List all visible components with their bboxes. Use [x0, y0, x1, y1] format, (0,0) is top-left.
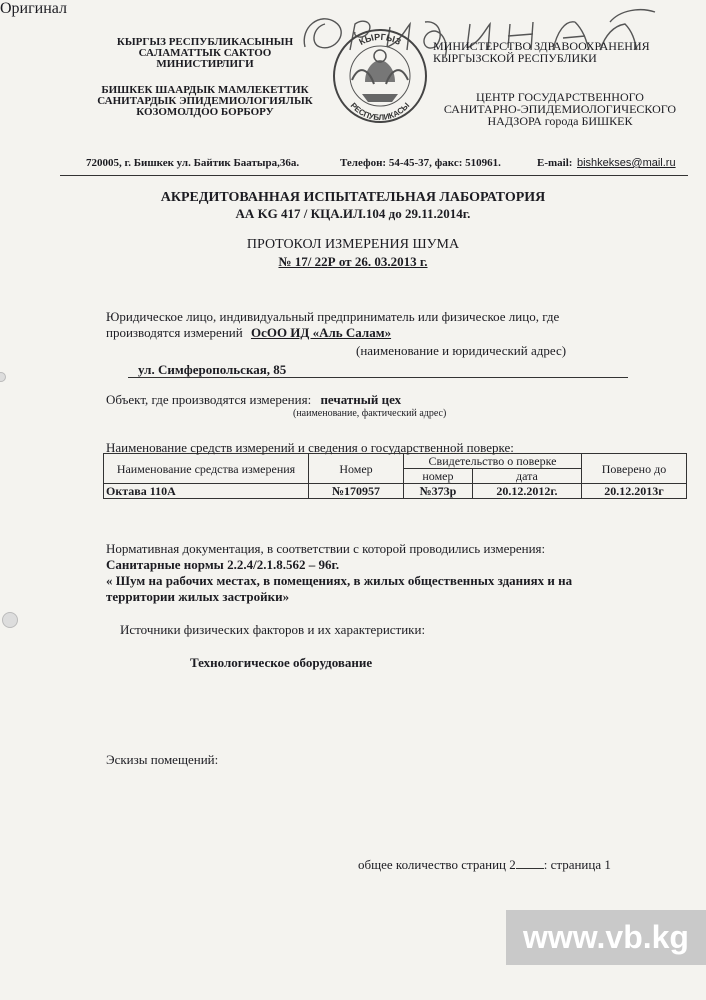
- ru-org-line1: МИНИСТЕРСТВО ЗДРАВООХРАНЕНИЯ: [433, 39, 650, 53]
- th-certificate: Свидетельство о поверке: [404, 454, 582, 469]
- th-cert-number: номер: [404, 469, 473, 484]
- cell-cert-date: 20.12.2012г.: [472, 484, 581, 499]
- entity-address: ул. Симферопольская, 85: [138, 362, 287, 377]
- header-left-center: [85, 85, 325, 118]
- contacts-email-label: E-mail:: [537, 157, 573, 169]
- lab-title: АКРЕДИТОВАННАЯ ИСПЫТАТЕЛЬНАЯ ЛАБОРАТОРИЯ: [160, 190, 546, 205]
- seal-bottom-text: РЕСПУБЛИКАСЫ: [348, 100, 412, 123]
- header-right-center: [440, 91, 680, 127]
- seal-top-text: КЫРГЫЗ: [357, 31, 403, 48]
- entity-text-line2: [106, 325, 391, 341]
- state-emblem-seal: [330, 22, 430, 130]
- page-count: [358, 857, 611, 873]
- entity-address-underline: [128, 377, 628, 378]
- th-cert-date: дата: [472, 469, 581, 484]
- ru-center-line3: НАДЗОРА города БИШКЕК: [487, 114, 633, 128]
- contacts-address: 720005, г. Бишкек ул. Байтик Баатыра,36а.: [86, 157, 300, 169]
- kg-org-line1: КЫРГЫЗ РЕСПУБЛИКАСЫНЫН: [116, 36, 294, 48]
- object-label: Объект, где производятся измерения:: [106, 392, 312, 407]
- kg-center-line2: САНИТАРДЫК ЭПИДЕМИОЛОГИЯЛЫК: [97, 95, 313, 107]
- normative-quote-line2: территории жилых застройки»: [106, 589, 290, 604]
- protocol-number: № 17/ 22Р от 26. 03.2013 г.: [278, 254, 428, 269]
- ru-org-line2: КЫРГЫЗСКОЙ РЕСПУБЛИКИ: [433, 51, 597, 65]
- punch-hole-icon: [2, 612, 18, 628]
- kg-center-line3: КОЗОМОЛДОО БОРБОРУ: [136, 106, 274, 118]
- cell-number: №170957: [309, 484, 404, 499]
- kg-org-line2: САЛАМАТТЫК САКТОО: [138, 47, 272, 59]
- contacts-phone: Телефон: 54-45-37, факс: 510961.: [340, 157, 501, 169]
- pages-total: общее количество страниц 2: [358, 857, 516, 872]
- header-divider: [60, 175, 688, 176]
- entity-name: ОсОО ИД «Аль Салам»: [250, 325, 392, 340]
- sketches-label: Эскизы помещений:: [106, 752, 219, 767]
- normative-intro: Нормативная документация, в соответствии с которой проводились измерения:: [106, 541, 546, 556]
- site-watermark: www.vb.kg: [506, 910, 706, 965]
- punch-hole-icon: [0, 372, 6, 382]
- object-value: печатный цех: [320, 392, 402, 407]
- sources-value: Технологическое оборудование: [190, 655, 373, 670]
- kg-center-line1: БИШКЕК ШААРДЫК МАМЛЕКЕТТИК: [101, 84, 309, 96]
- protocol-title: ПРОТОКОЛ ИЗМЕРЕНИЯ ШУМА: [246, 237, 460, 252]
- cell-verified-until: 20.12.2013г: [582, 484, 687, 499]
- svg-text:РЕСПУБЛИКАСЫ: [349, 101, 412, 122]
- pages-current: : страница 1: [543, 857, 611, 872]
- object-caption: (наименование, фактический адрес): [293, 408, 447, 419]
- sources-label: Источники физических факторов и их характеристики:: [120, 622, 426, 637]
- svg-text:КЫРГЫЗ: [357, 32, 403, 47]
- header-right-ministry: [433, 40, 663, 64]
- instruments-table: [103, 453, 687, 499]
- ru-center-line2: САНИТАРНО-ЭПИДЕМИОЛОГИЧЕСКОГО: [443, 102, 677, 116]
- normative-quote-line1: « Шум на рабочих местах, в помещениях, в жилых общественных зданиях и на: [106, 573, 573, 588]
- table-row: [104, 484, 687, 499]
- th-number: Номер: [309, 454, 404, 484]
- ru-center-line1: ЦЕНТР ГОСУДАРСТВЕННОГО: [476, 90, 644, 104]
- entity-caption: (наименование и юридический адрес): [356, 343, 567, 358]
- entity-prefix: производятся измерений: [106, 325, 243, 340]
- th-verified-until: Поверено до: [582, 454, 687, 484]
- cell-cert-number: №373р: [404, 484, 473, 499]
- handwritten-mark-text: [0, 0, 1, 1]
- lab-accreditation: АА KG 417 / КЦА.ИЛ.104 до 29.11.2014г.: [235, 206, 471, 221]
- cell-name: Октава 110А: [104, 484, 309, 499]
- th-name: Наименование средства измерения: [104, 454, 309, 484]
- table-header-row: [104, 454, 687, 469]
- object-line: [106, 392, 401, 408]
- normative-norms: Санитарные нормы 2.2.4/2.1.8.562 – 96г.: [106, 557, 340, 572]
- instruments-intro: Наименование средств измерений и сведения о государственной поверке:: [106, 440, 514, 455]
- header-left-ministry: [95, 37, 315, 70]
- contacts-email-link[interactable]: bishkekses@mail.ru: [577, 157, 676, 169]
- entity-text-line1: Юридическое лицо, индивидуальный предприниматель или физическое лицо, где: [106, 309, 560, 324]
- kg-org-line3: МИНИСТИРЛИГИ: [156, 58, 254, 70]
